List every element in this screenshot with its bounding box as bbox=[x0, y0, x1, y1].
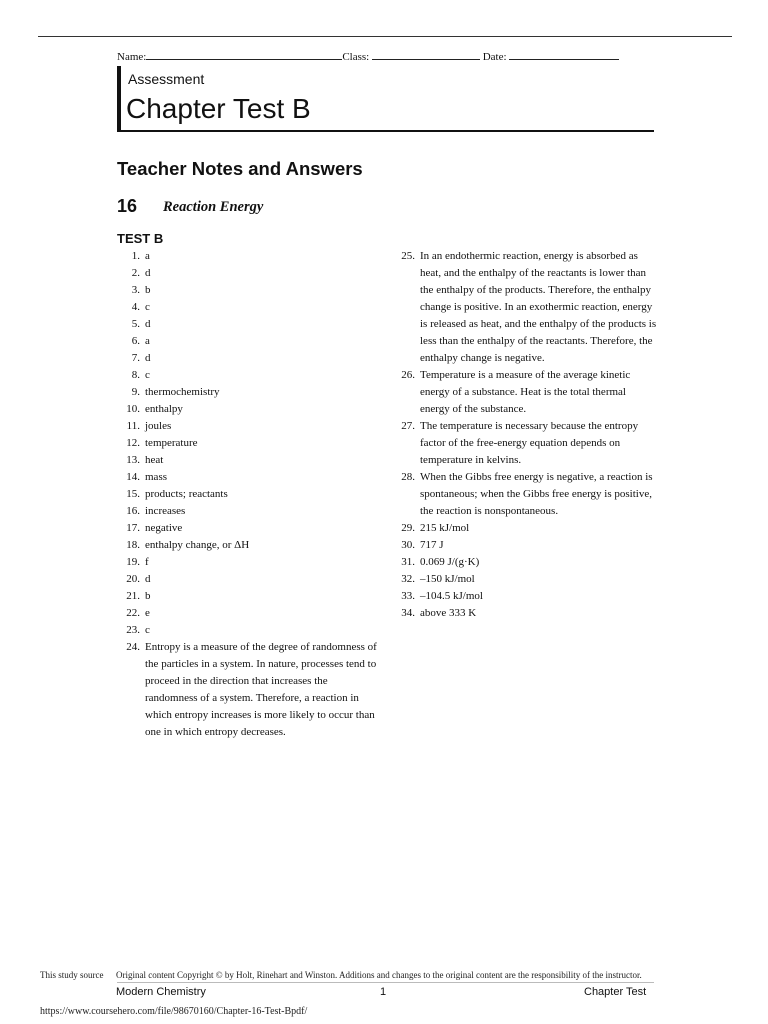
answer-text: When the Gibbs free energy is negative, a reaction is spontaneous; when the Gibbs free energy is positive, the reaction is nonspontaneous. bbox=[420, 471, 653, 517]
answer-text: c bbox=[145, 369, 150, 381]
answer-number: 7. bbox=[131, 352, 140, 364]
name-field[interactable] bbox=[146, 49, 342, 60]
answer-text: b bbox=[145, 284, 151, 296]
answer-item bbox=[117, 571, 379, 588]
answer-item bbox=[117, 588, 379, 605]
answer-number: 24. bbox=[126, 641, 140, 653]
answer-text: In an endothermic reaction, energy is absorbed as heat, and the enthalpy of the reactants is lower than the enthalpy of the products. Therefore, the enthalpy change is positive. In an exothermic reaction, energy is released as heat, and the enthalpy of the products is less than the enthalpy of the reactants. Therefore, the enthalpy change is negative. bbox=[420, 250, 657, 364]
answer-item bbox=[117, 537, 379, 554]
answer-item bbox=[392, 554, 657, 571]
answer-number: 33. bbox=[401, 590, 415, 602]
answer-number: 5. bbox=[131, 318, 140, 330]
answer-number: 10. bbox=[126, 403, 140, 415]
answer-number: 21. bbox=[126, 590, 140, 602]
date-field[interactable] bbox=[509, 49, 619, 60]
answer-text: above 333 K bbox=[420, 607, 477, 619]
answer-text: mass bbox=[145, 471, 167, 483]
answer-text: negative bbox=[145, 522, 183, 534]
answer-item bbox=[392, 469, 657, 520]
answer-text: temperature bbox=[145, 437, 198, 449]
answer-item bbox=[117, 350, 379, 367]
answer-text: joules bbox=[145, 420, 172, 432]
answer-number: 3. bbox=[131, 284, 140, 296]
answer-text: enthalpy change, or ΔH bbox=[145, 539, 250, 551]
answer-text: 215 kJ/mol bbox=[420, 522, 470, 534]
answer-item bbox=[392, 367, 657, 418]
answer-text: c bbox=[145, 301, 150, 313]
answer-number: 22. bbox=[126, 607, 140, 619]
answer-item bbox=[117, 605, 379, 622]
footer-source: This study source bbox=[40, 970, 104, 980]
answer-number: 20. bbox=[126, 573, 140, 585]
answer-number: 6. bbox=[131, 335, 140, 347]
name-class-date-line bbox=[117, 49, 619, 63]
answer-item bbox=[117, 554, 379, 571]
answer-item bbox=[117, 265, 379, 282]
answer-item bbox=[117, 520, 379, 537]
footer-book: Modern Chemistry bbox=[116, 986, 206, 998]
title-rule bbox=[117, 130, 654, 132]
answer-number: 14. bbox=[126, 471, 140, 483]
answer-text: f bbox=[145, 556, 149, 568]
answer-item bbox=[117, 384, 379, 401]
answer-number: 26. bbox=[401, 369, 415, 381]
answer-text: Entropy is a measure of the degree of randomness of the particles in a system. In nature, processes tend to proceed in the direction that increases the randomness of a system. Therefore, a reaction in which entropy increases is more likely to occur than one in which entropy decreases. bbox=[145, 641, 377, 738]
answer-text: –150 kJ/mol bbox=[420, 573, 475, 585]
answer-number: 19. bbox=[126, 556, 140, 568]
name-label: Name: bbox=[117, 51, 147, 63]
answer-number: 12. bbox=[126, 437, 140, 449]
answer-text: heat bbox=[145, 454, 164, 466]
answer-text: products; reactants bbox=[145, 488, 228, 500]
answer-number: 17. bbox=[126, 522, 140, 534]
answer-item bbox=[117, 639, 379, 741]
answer-item bbox=[117, 367, 379, 384]
answer-number: 28. bbox=[401, 471, 415, 483]
answer-text: d bbox=[145, 352, 151, 364]
answer-item bbox=[117, 282, 379, 299]
answer-number: 32. bbox=[401, 573, 415, 585]
answer-number: 1. bbox=[131, 250, 140, 262]
answer-number: 29. bbox=[401, 522, 415, 534]
assessment-label: Assessment bbox=[128, 71, 205, 87]
answer-text: a bbox=[145, 335, 150, 347]
answer-item bbox=[392, 248, 657, 367]
answer-number: 9. bbox=[131, 386, 140, 398]
answer-item bbox=[117, 469, 379, 486]
answer-number: 13. bbox=[126, 454, 140, 466]
chapter-name: Reaction Energy bbox=[163, 199, 264, 215]
answer-item bbox=[392, 537, 657, 554]
answer-item bbox=[117, 248, 379, 265]
answer-number: 15. bbox=[126, 488, 140, 500]
answer-item bbox=[117, 418, 379, 435]
answer-text: d bbox=[145, 267, 151, 279]
answer-number: 23. bbox=[126, 624, 140, 636]
answer-text: a bbox=[145, 250, 150, 262]
answers-left-column bbox=[117, 248, 379, 741]
answer-item bbox=[392, 571, 657, 588]
answer-item bbox=[117, 622, 379, 639]
chapter-number: 16 bbox=[117, 196, 138, 216]
chapter-title: Chapter Test B bbox=[126, 93, 311, 124]
answer-item bbox=[117, 435, 379, 452]
answer-text: e bbox=[145, 607, 150, 619]
answer-text: –104.5 kJ/mol bbox=[420, 590, 483, 602]
class-field[interactable] bbox=[372, 49, 480, 60]
answer-item bbox=[117, 452, 379, 469]
answer-text: Temperature is a measure of the average kinetic energy of a substance. Heat is the total thermal energy of the substance. bbox=[420, 369, 631, 415]
answer-text: c bbox=[145, 624, 150, 636]
answer-number: 30. bbox=[401, 539, 415, 551]
answer-text: 0.069 J/(g·K) bbox=[420, 556, 480, 568]
answer-item bbox=[117, 503, 379, 520]
section-title: Teacher Notes and Answers bbox=[117, 158, 363, 179]
answer-number: 18. bbox=[126, 539, 140, 551]
answer-number: 34. bbox=[401, 607, 415, 619]
class-label: Class: bbox=[342, 51, 370, 63]
answer-number: 11. bbox=[126, 420, 140, 432]
answer-item bbox=[117, 333, 379, 350]
answer-text: enthalpy bbox=[145, 403, 183, 415]
answer-number: 2. bbox=[131, 267, 140, 279]
answer-number: 31. bbox=[401, 556, 415, 568]
answer-number: 8. bbox=[131, 369, 140, 381]
answers-right-column bbox=[392, 248, 657, 622]
answer-number: 16. bbox=[126, 505, 140, 517]
answer-item bbox=[392, 418, 657, 469]
footer-rule bbox=[117, 982, 654, 983]
answer-number: 27. bbox=[401, 420, 415, 432]
answer-text: thermochemistry bbox=[145, 386, 220, 398]
answer-item bbox=[117, 401, 379, 418]
answer-text: The temperature is necessary because the entropy factor of the free-energy equation depends on temperature in kelvins. bbox=[420, 420, 639, 466]
footer-copyright: Original content Copyright © by Holt, Rinehart and Winston. Additions and changes to the original content are the responsibility of the instructor. bbox=[116, 970, 642, 980]
answer-number: 4. bbox=[131, 301, 140, 313]
assessment-bar bbox=[117, 66, 121, 131]
answer-item bbox=[117, 299, 379, 316]
source-url[interactable]: https://www.coursehero.com/file/98670160/Chapter-16-Test-Bpdf/ bbox=[40, 1006, 308, 1017]
answer-item bbox=[117, 316, 379, 333]
answer-text: b bbox=[145, 590, 151, 602]
answer-item bbox=[392, 605, 657, 622]
footer-chapter-test: Chapter Test bbox=[584, 986, 647, 998]
answer-item bbox=[117, 486, 379, 503]
answer-text: increases bbox=[145, 505, 186, 517]
top-rule bbox=[38, 36, 732, 37]
footer-page-number: 1 bbox=[380, 986, 387, 998]
answer-text: 717 J bbox=[420, 539, 444, 551]
test-label: TEST B bbox=[117, 231, 164, 246]
date-label: Date: bbox=[482, 51, 507, 63]
answer-item bbox=[392, 520, 657, 537]
answer-text: d bbox=[145, 318, 151, 330]
answer-number: 25. bbox=[401, 250, 415, 262]
answer-text: d bbox=[145, 573, 151, 585]
answer-item bbox=[392, 588, 657, 605]
